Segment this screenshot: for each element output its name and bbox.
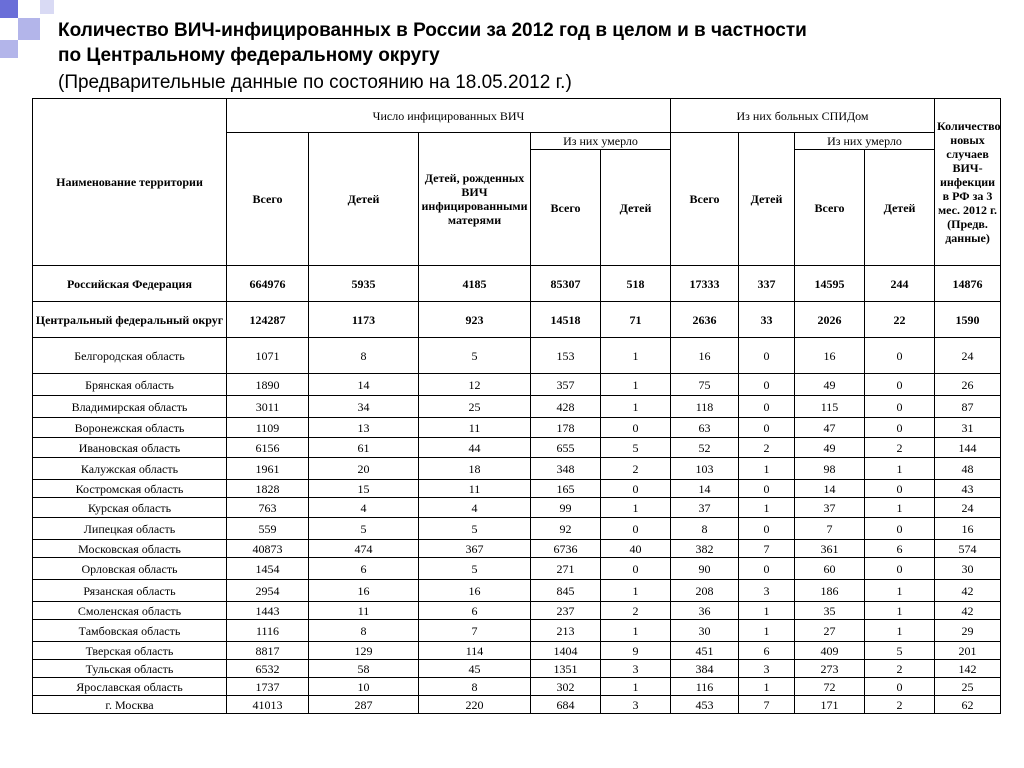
table-cell: 16 — [419, 580, 531, 602]
table-cell: 43 — [935, 480, 1001, 498]
territory-name: Ивановская область — [33, 438, 227, 458]
table-cell: 845 — [531, 580, 601, 602]
territory-name: Калужская область — [33, 458, 227, 480]
table-cell: 655 — [531, 438, 601, 458]
table-cell: 0 — [865, 396, 935, 418]
table-cell: 0 — [601, 418, 671, 438]
table-cell: 29 — [935, 620, 1001, 642]
table-cell: 2954 — [227, 580, 309, 602]
territory-name: Костромская область — [33, 480, 227, 498]
table-cell: 1890 — [227, 374, 309, 396]
table-cell: 0 — [865, 418, 935, 438]
territory-name: Орловская область — [33, 558, 227, 580]
table-cell: 684 — [531, 696, 601, 714]
table-cell: 8 — [309, 620, 419, 642]
title-line-2: по Центральному федеральному округу — [58, 45, 440, 66]
table-cell: 25 — [419, 396, 531, 418]
table-cell: 14 — [671, 480, 739, 498]
table-cell: 165 — [531, 480, 601, 498]
table-cell: 559 — [227, 518, 309, 540]
table-cell: 47 — [795, 418, 865, 438]
table-row — [33, 580, 1001, 602]
table-cell: 1 — [865, 498, 935, 518]
table-cell: 0 — [601, 518, 671, 540]
table-cell: 61 — [309, 438, 419, 458]
table-cell: 14876 — [935, 266, 1001, 302]
table-cell: 8 — [419, 678, 531, 696]
table-row — [33, 540, 1001, 558]
territory-name: г. Москва — [33, 696, 227, 714]
table-cell: 0 — [739, 558, 795, 580]
table-row — [33, 696, 1001, 714]
table-cell: 1828 — [227, 480, 309, 498]
table-cell: 1961 — [227, 458, 309, 480]
table-row — [33, 396, 1001, 418]
table-cell: 1737 — [227, 678, 309, 696]
table-cell: 0 — [865, 678, 935, 696]
table-cell: 31 — [935, 418, 1001, 438]
table-cell: 92 — [531, 518, 601, 540]
table-cell: 1454 — [227, 558, 309, 580]
table-cell: 3 — [601, 660, 671, 678]
table-cell: 13 — [309, 418, 419, 438]
table-cell: 3011 — [227, 396, 309, 418]
table-cell: 0 — [865, 338, 935, 374]
table-cell: 2 — [601, 602, 671, 620]
table-cell: 37 — [795, 498, 865, 518]
table-cell: 24 — [935, 338, 1001, 374]
table-cell: 367 — [419, 540, 531, 558]
table-cell: 8 — [309, 338, 419, 374]
table-cell: 2 — [865, 696, 935, 714]
table-cell: 41013 — [227, 696, 309, 714]
header-infected: Число инфицированных ВИЧ — [227, 99, 671, 133]
table-cell: 0 — [601, 480, 671, 498]
table-cell: 1109 — [227, 418, 309, 438]
table-cell: 1 — [601, 498, 671, 518]
territory-name: Воронежская область — [33, 418, 227, 438]
table-cell: 7 — [419, 620, 531, 642]
table-cell: 7 — [739, 540, 795, 558]
table-cell: 6532 — [227, 660, 309, 678]
table-cell: 2026 — [795, 302, 865, 338]
table-cell: 11 — [419, 480, 531, 498]
table-cell: 273 — [795, 660, 865, 678]
table-cell: 1 — [865, 458, 935, 480]
territory-name: Белгородская область — [33, 338, 227, 374]
table-cell: 15 — [309, 480, 419, 498]
table-cell: 923 — [419, 302, 531, 338]
table-cell: 10 — [309, 678, 419, 696]
table-cell: 4 — [309, 498, 419, 518]
territory-name: Центральный федеральный округ — [33, 302, 227, 338]
table-cell: 72 — [795, 678, 865, 696]
table-cell: 302 — [531, 678, 601, 696]
table-cell: 1590 — [935, 302, 1001, 338]
table-cell: 5 — [309, 518, 419, 540]
table-cell: 30 — [671, 620, 739, 642]
table-cell: 0 — [865, 374, 935, 396]
table-cell: 0 — [739, 374, 795, 396]
hiv-statistics-table — [32, 98, 1001, 714]
header-aids: Из них больных СПИДом — [671, 99, 935, 133]
table-row — [33, 418, 1001, 438]
table-cell: 52 — [671, 438, 739, 458]
decor-square — [40, 0, 54, 14]
table-cell: 186 — [795, 580, 865, 602]
table-cell: 16 — [309, 580, 419, 602]
territory-name: Московская область — [33, 540, 227, 558]
table-cell: 16 — [935, 518, 1001, 540]
table-cell: 8 — [671, 518, 739, 540]
header-total: Всего — [227, 133, 309, 266]
table-cell: 201 — [935, 642, 1001, 660]
table-cell: 48 — [935, 458, 1001, 480]
header-died-total: Всего — [531, 150, 601, 266]
table-cell: 75 — [671, 374, 739, 396]
table-cell: 213 — [531, 620, 601, 642]
table-cell: 6 — [739, 642, 795, 660]
table-cell: 763 — [227, 498, 309, 518]
table-cell: 1 — [601, 678, 671, 696]
territory-name: Ярославская область — [33, 678, 227, 696]
territory-name: Тамбовская область — [33, 620, 227, 642]
table-cell: 4185 — [419, 266, 531, 302]
table-cell: 5 — [419, 558, 531, 580]
table-cell: 1116 — [227, 620, 309, 642]
page-title — [58, 18, 1008, 68]
table-cell: 348 — [531, 458, 601, 480]
table-cell: 2 — [739, 438, 795, 458]
table-cell: 153 — [531, 338, 601, 374]
table-cell: 14 — [309, 374, 419, 396]
table-cell: 3 — [739, 660, 795, 678]
table-row — [33, 438, 1001, 458]
table-cell: 1173 — [309, 302, 419, 338]
table-cell: 3 — [739, 580, 795, 602]
table-cell: 453 — [671, 696, 739, 714]
table-cell: 1 — [601, 396, 671, 418]
table-cell: 1 — [739, 498, 795, 518]
header-died-children: Детей — [601, 150, 671, 266]
table-cell: 45 — [419, 660, 531, 678]
table-cell: 40 — [601, 540, 671, 558]
table-cell: 17333 — [671, 266, 739, 302]
table-cell: 4 — [419, 498, 531, 518]
table-cell: 220 — [419, 696, 531, 714]
table-cell: 1 — [601, 338, 671, 374]
table-cell: 428 — [531, 396, 601, 418]
table-cell: 18 — [419, 458, 531, 480]
header-new-cases: Количество новых случаев ВИЧ-инфекции в РФ за 3 мес. 2012 г. (Предв. данные) — [935, 99, 1001, 266]
table-row — [33, 498, 1001, 518]
table-cell: 124287 — [227, 302, 309, 338]
table-cell: 16 — [671, 338, 739, 374]
table-cell: 3 — [601, 696, 671, 714]
table-cell: 36 — [671, 602, 739, 620]
header-aids-died-total: Всего — [795, 150, 865, 266]
table-cell: 42 — [935, 580, 1001, 602]
table-cell: 0 — [739, 518, 795, 540]
table-cell: 5 — [865, 642, 935, 660]
header-aids-total: Всего — [671, 133, 739, 266]
table-cell: 2636 — [671, 302, 739, 338]
table-row — [33, 518, 1001, 540]
table-cell: 90 — [671, 558, 739, 580]
table-cell: 37 — [671, 498, 739, 518]
table-cell: 1 — [601, 374, 671, 396]
table-cell: 1 — [601, 620, 671, 642]
table-cell: 30 — [935, 558, 1001, 580]
table-cell: 14595 — [795, 266, 865, 302]
table-cell: 382 — [671, 540, 739, 558]
table-cell: 142 — [935, 660, 1001, 678]
table-row — [33, 642, 1001, 660]
table-cell: 0 — [739, 396, 795, 418]
table-cell: 14518 — [531, 302, 601, 338]
table-cell: 1071 — [227, 338, 309, 374]
table-cell: 58 — [309, 660, 419, 678]
table-row — [33, 338, 1001, 374]
table-cell: 6736 — [531, 540, 601, 558]
title-line-1: Количество ВИЧ-инфицированных в России за 2012 год в целом и в частности — [58, 20, 807, 41]
table-cell: 60 — [795, 558, 865, 580]
header-aids-died: Из них умерло — [795, 133, 935, 150]
table-cell: 42 — [935, 602, 1001, 620]
table-cell: 114 — [419, 642, 531, 660]
table-cell: 144 — [935, 438, 1001, 458]
table-cell: 2 — [865, 438, 935, 458]
table-cell: 44 — [419, 438, 531, 458]
table-cell: 337 — [739, 266, 795, 302]
table-cell: 0 — [739, 480, 795, 498]
table-row — [33, 558, 1001, 580]
table-cell: 271 — [531, 558, 601, 580]
table-cell: 1 — [739, 620, 795, 642]
table-cell: 357 — [531, 374, 601, 396]
header-children: Детей — [309, 133, 419, 266]
table-row — [33, 374, 1001, 396]
table-cell: 33 — [739, 302, 795, 338]
table-cell: 24 — [935, 498, 1001, 518]
territory-name: Липецкая область — [33, 518, 227, 540]
table-cell: 361 — [795, 540, 865, 558]
table-cell: 62 — [935, 696, 1001, 714]
table-cell: 71 — [601, 302, 671, 338]
territory-name: Российская Федерация — [33, 266, 227, 302]
table-cell: 27 — [795, 620, 865, 642]
table-body — [33, 266, 1001, 714]
territory-name: Брянская область — [33, 374, 227, 396]
table-cell: 98 — [795, 458, 865, 480]
table-cell: 1 — [601, 580, 671, 602]
table-cell: 2 — [865, 660, 935, 678]
table-cell: 0 — [865, 518, 935, 540]
table-cell: 5 — [419, 338, 531, 374]
territory-name: Курская область — [33, 498, 227, 518]
table-cell: 26 — [935, 374, 1001, 396]
table-cell: 99 — [531, 498, 601, 518]
table-cell: 49 — [795, 438, 865, 458]
table-cell: 34 — [309, 396, 419, 418]
table-cell: 2 — [601, 458, 671, 480]
table-cell: 5 — [419, 518, 531, 540]
table-cell: 5935 — [309, 266, 419, 302]
table-cell: 14 — [795, 480, 865, 498]
table-cell: 178 — [531, 418, 601, 438]
table-row — [33, 458, 1001, 480]
table-cell: 25 — [935, 678, 1001, 696]
table-cell: 16 — [795, 338, 865, 374]
table-cell: 85307 — [531, 266, 601, 302]
table-cell: 35 — [795, 602, 865, 620]
table-row — [33, 620, 1001, 642]
table-cell: 451 — [671, 642, 739, 660]
territory-name: Рязанская область — [33, 580, 227, 602]
table-cell: 474 — [309, 540, 419, 558]
table-cell: 0 — [865, 480, 935, 498]
table-cell: 518 — [601, 266, 671, 302]
table-row — [33, 266, 1001, 302]
table-cell: 1 — [865, 580, 935, 602]
territory-name: Смоленская область — [33, 602, 227, 620]
table-cell: 208 — [671, 580, 739, 602]
table-cell: 409 — [795, 642, 865, 660]
table-cell: 1351 — [531, 660, 601, 678]
table-cell: 5 — [601, 438, 671, 458]
table-cell: 7 — [739, 696, 795, 714]
header-born-children: Детей, рожденных ВИЧ инфицированными матерями — [419, 133, 531, 266]
table-cell: 87 — [935, 396, 1001, 418]
table-cell: 171 — [795, 696, 865, 714]
table-cell: 1404 — [531, 642, 601, 660]
table-cell: 118 — [671, 396, 739, 418]
table-row — [33, 678, 1001, 696]
table-cell: 6156 — [227, 438, 309, 458]
table-cell: 287 — [309, 696, 419, 714]
table-cell: 244 — [865, 266, 935, 302]
table-cell: 20 — [309, 458, 419, 480]
header-died: Из них умерло — [531, 133, 671, 150]
table-cell: 6 — [419, 602, 531, 620]
table-cell: 103 — [671, 458, 739, 480]
page-subtitle: (Предварительные данные по состоянию на 18.05.2012 г.) — [58, 72, 572, 93]
header-aids-children: Детей — [739, 133, 795, 266]
table-cell: 115 — [795, 396, 865, 418]
table-cell: 1 — [865, 620, 935, 642]
decor-square — [18, 18, 40, 40]
table-cell: 49 — [795, 374, 865, 396]
table-cell: 8817 — [227, 642, 309, 660]
table-cell: 1 — [865, 602, 935, 620]
table-cell: 1 — [739, 602, 795, 620]
territory-name: Тульская область — [33, 660, 227, 678]
table-row — [33, 660, 1001, 678]
table-cell: 116 — [671, 678, 739, 696]
header-aids-died-children: Детей — [865, 150, 935, 266]
table-cell: 6 — [309, 558, 419, 580]
table-cell: 7 — [795, 518, 865, 540]
table-cell: 11 — [419, 418, 531, 438]
table-row — [33, 480, 1001, 498]
table-cell: 664976 — [227, 266, 309, 302]
table-cell: 9 — [601, 642, 671, 660]
table-cell: 0 — [601, 558, 671, 580]
table-cell: 0 — [865, 558, 935, 580]
header-territory: Наименование территории — [33, 99, 227, 266]
table-cell: 40873 — [227, 540, 309, 558]
table-row — [33, 602, 1001, 620]
table-cell: 0 — [739, 418, 795, 438]
table-cell: 1 — [739, 678, 795, 696]
table-cell: 237 — [531, 602, 601, 620]
table-cell: 0 — [739, 338, 795, 374]
table-cell: 1443 — [227, 602, 309, 620]
table-cell: 129 — [309, 642, 419, 660]
territory-name: Тверская область — [33, 642, 227, 660]
table-cell: 574 — [935, 540, 1001, 558]
table-cell: 22 — [865, 302, 935, 338]
decor-square — [0, 0, 18, 18]
decor-square — [0, 40, 18, 58]
table-row — [33, 302, 1001, 338]
table-cell: 384 — [671, 660, 739, 678]
table-cell: 63 — [671, 418, 739, 438]
table-cell: 12 — [419, 374, 531, 396]
territory-name: Владимирская область — [33, 396, 227, 418]
table-cell: 11 — [309, 602, 419, 620]
table-cell: 6 — [865, 540, 935, 558]
table-cell: 1 — [739, 458, 795, 480]
